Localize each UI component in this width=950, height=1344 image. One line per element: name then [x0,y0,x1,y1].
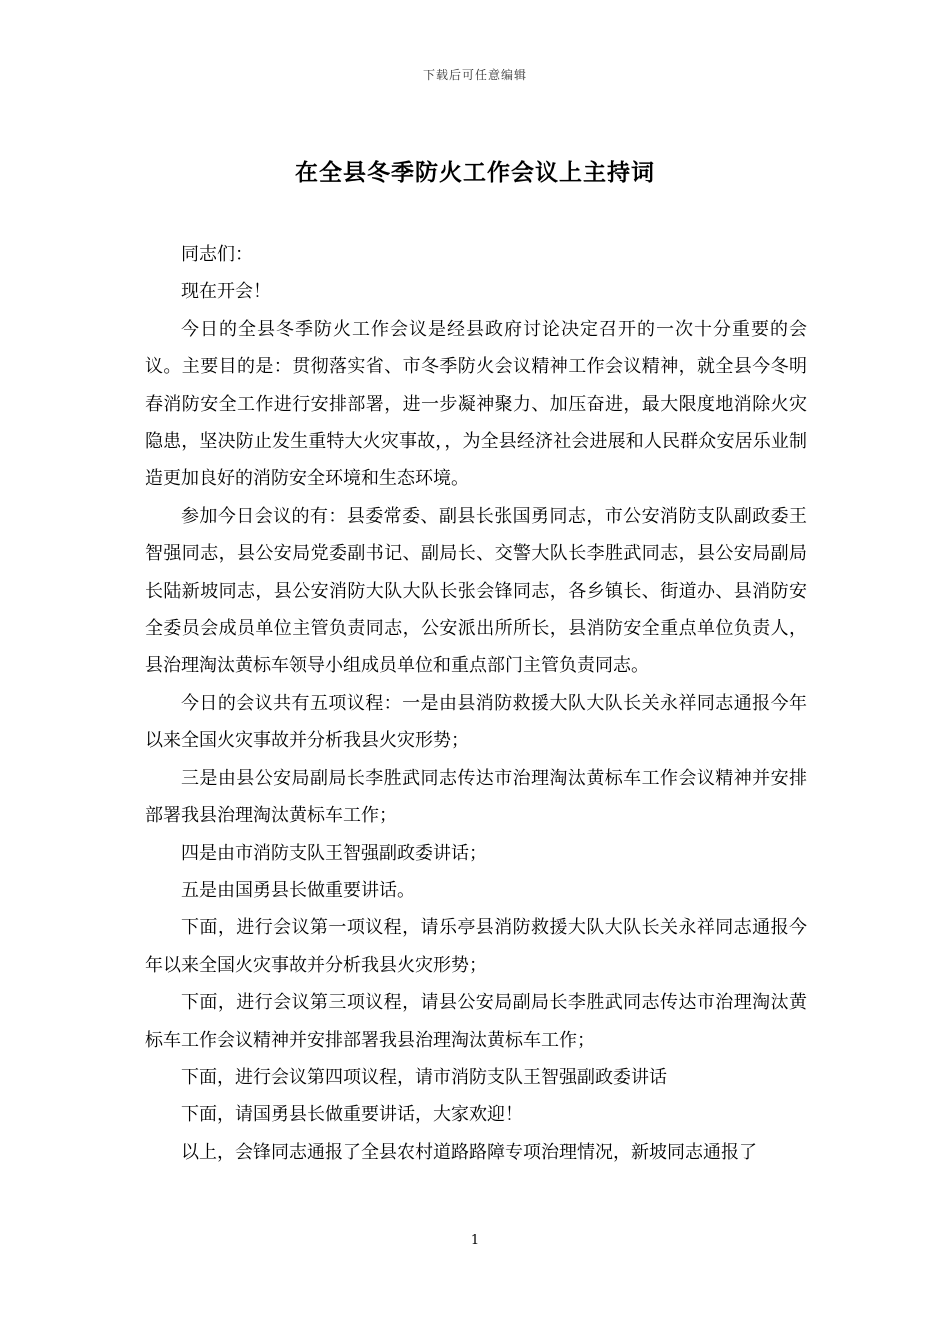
header-note: 下载后可任意编辑 [422,68,527,82]
paragraph-purpose: 今日的全县冬季防火工作会议是经县政府讨论决定召开的一次十分重要的会议。主要目的是：贯彻落实省、市冬季防火会议精神工作会议精神，就全县今冬明春消防安全工作进行安排部署，进一步凝神聚力、加压奋进，最大限度地消除火灾隐患，坚决防止发生重特大火灾事故，，为全县经济社会进展和人民群众安居乐业制造更加良好的消防安全环境和生态环境。 [145,318,807,490]
paragraph-item-5: 下面，请国勇县长做重要讲话，大家欢迎！ [181,1104,523,1126]
page-number: 1 [470,1233,480,1248]
paragraph-item-3: 下面，进行会议第三项议程，请县公安局副局长李胜武同志传达市治理淘汰黄标车工作会议精神并安排部署我县治理淘汰黄标车工作； [145,992,807,1051]
paragraph-agenda-3: 三是由县公安局副局长李胜武同志传达市治理淘汰黄标车工作会议精神并安排部署我县治理淘汰黄标车工作； [145,767,807,827]
paragraph-opening: 现在开会！ [181,281,271,303]
paragraph-agenda-5: 五是由国勇县长做重要讲话。 [181,879,415,901]
paragraph-agenda-1: 今日的会议共有五项议程：一是由县消防救援大队大队长关永祥同志通报今年以来全国火灾事故并分析我县火灾形势； [145,692,807,752]
paragraph-item-1: 下面，进行会议第一项议程，请乐亭县消防救援大队大队长关永祥同志通报今年以来全国火灾事故并分析我县火灾形势； [145,917,807,976]
document-title: 在全县冬季防火工作会议上主持词 [295,159,655,186]
paragraph-item-4: 下面，进行会议第四项议程，请市消防支队王智强副政委讲话 [181,1066,667,1088]
paragraph-agenda-4: 四是由市消防支队王智强副政委讲话； [181,842,487,864]
paragraph-greeting: 同志们： [181,244,253,265]
paragraph-attendees: 参加今日会议的有：县委常委、副县长张国勇同志，市公安消防支队副政委王智强同志，县公安局党委副书记、副局长、交警大队长李胜武同志，县公安局副局长陆新坡同志，县公安消防大队大队长张会锋同志，各乡镇长、街道办、县消防安全委员会成员单位主管负责同志，公安派出所所长，县消防安全重点单位负责人，县治理淘汰黄标车领导小组成员单位和重点部门主管负责同志。 [145,505,807,677]
paragraph-summary: 以上，会锋同志通报了全县农村道路路障专项治理情况，新坡同志通报了 [181,1141,757,1163]
document-body [145,236,807,1171]
